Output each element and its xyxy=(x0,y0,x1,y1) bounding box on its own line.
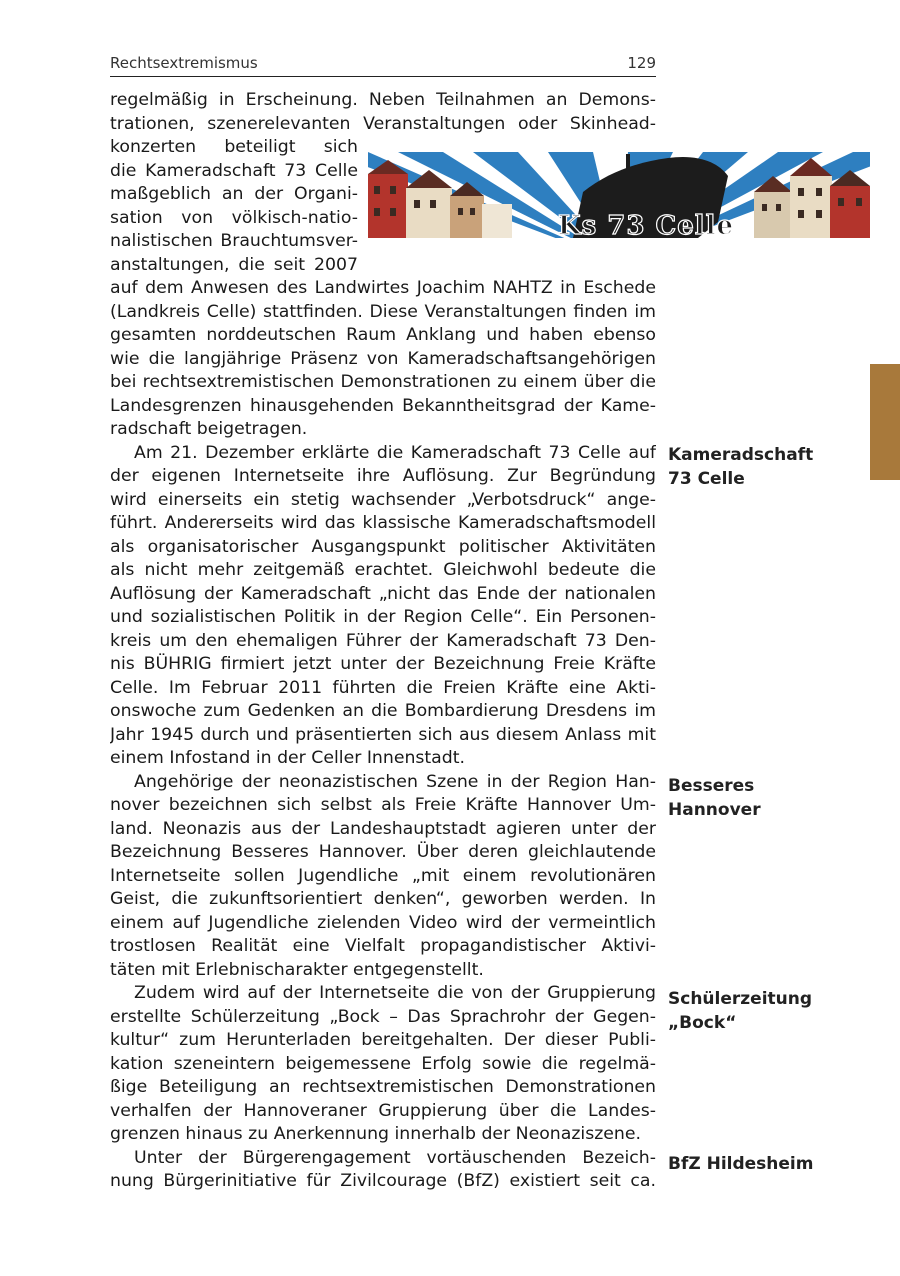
text-line: nung Bürgerinitiative für Zivilcourage (BfZ) existiert seit ca. xyxy=(110,1171,656,1191)
text-line: wie die langjährige Präsenz von Kameradschaftsangehörigen xyxy=(110,348,656,369)
text-line: grenzen hinaus zu Anerkennung innerhalb der Neonaziszene. xyxy=(110,1124,641,1144)
text-line: Auflösung der Kameradschaft „nicht das Ende der nationalen xyxy=(110,583,656,604)
text-line: Angehörige der neonazistischen Szene in der Region Han- xyxy=(134,771,656,792)
text-line: nalistischen Brauchtumsver- xyxy=(110,231,358,251)
text-line: die Kameradschaft 73 Celle xyxy=(110,160,358,181)
margin-note-line: Besseres xyxy=(668,776,755,796)
text-line: wird einerseits ein stetig wachsender „Verbotsdruck“ ange- xyxy=(110,489,656,510)
text-line: als organisatorischer Ausgangspunkt politischer Aktivitäten xyxy=(110,536,656,557)
text-line: radschaft beigetragen. xyxy=(110,419,308,439)
text-line: nover bezeichnen sich selbst als Freie Kräfte Hannover Um- xyxy=(110,795,656,815)
margin-note-line: „Bock“ xyxy=(668,1012,737,1033)
text-line: Jahr 1945 durch und präsentierten sich aus diesem Anlass mit xyxy=(110,724,656,745)
text-line: land. Neonazis aus der Landeshauptstadt agieren unter der xyxy=(110,818,656,839)
body-text xyxy=(110,89,656,1194)
text-line: trationen, szenerelevanten Veranstaltungen oder Skinhead- xyxy=(110,113,656,134)
text-line: kreis um den ehemaligen Führer der Kameradschaft 73 Den- xyxy=(110,630,656,651)
margin-note-line: Schülerzeitung xyxy=(668,989,813,1009)
text-line: führt. Andererseits wird das klassische Kameradschaftsmodell xyxy=(110,513,656,533)
text-line: gesamten norddeutschen Raum Anklang und haben ebenso xyxy=(110,325,656,345)
text-line: auf dem Anwesen des Landwirtes Joachim NAHTZ in Eschede xyxy=(110,278,656,298)
margin-note-besseres xyxy=(668,775,761,822)
text-line: Am 21. Dezember erklärte die Kameradschaft 73 Celle auf xyxy=(134,442,656,463)
margin-note-schuelerzeitung xyxy=(668,988,812,1035)
text-line: Zudem wird auf der Internetseite die von der Gruppierung xyxy=(134,983,656,1003)
text-line: Geist, die zukunftsorientiert denken“, geworben werden. In xyxy=(110,889,656,909)
text-line: als nicht mehr zeitgemäß erachtet. Gleichwohl bedeute die xyxy=(110,560,656,580)
text-line: der eigenen Internetseite ihre Auflösung. Zur Begründung xyxy=(110,466,656,486)
chapter-thumb-tab xyxy=(870,364,900,480)
text-line: kultur“ zum Herunterladen bereitgehalten. Der dieser Publi- xyxy=(110,1030,656,1050)
text-line: verhalfen der Hannoveraner Gruppierung über die Landes- xyxy=(110,1100,656,1121)
text-line: Bezeichnung Besseres Hannover. Über deren gleichlautende xyxy=(110,842,656,862)
text-line: Unter der Bürgerengagement vortäuschenden Bezeich- xyxy=(134,1147,656,1168)
text-line: bei rechtsextremistischen Demonstrationen zu einem über die xyxy=(110,372,656,392)
text-line: Internetseite sollen Jugendliche „mit einem revolutionären xyxy=(110,865,656,886)
text-line: Landesgrenzen hinausgehenden Bekanntheitsgrad der Kame- xyxy=(110,395,656,416)
margin-note-line: Kameradschaft xyxy=(668,445,814,465)
text-line: konzerten beteiligt sich xyxy=(110,137,358,157)
text-line: einem auf Jugendliche zielenden Video wird der vermeintlich xyxy=(110,912,656,933)
text-line: nis BÜHRIG firmiert jetzt unter der Bezeichnung Freie Kräfte xyxy=(110,654,656,674)
page-number: 129 xyxy=(627,54,656,72)
text-line: ßige Beteiligung an rechtsextremistischen Demonstrationen xyxy=(110,1077,656,1097)
margin-note-line: 73 Celle xyxy=(668,468,745,489)
text-line: onswoche zum Gedenken an die Bombardierung Dresdens im xyxy=(110,701,656,721)
section-title: Rechtsextremismus xyxy=(110,54,258,72)
margin-note-line: Hannover xyxy=(668,799,761,820)
text-line: Celle. Im Februar 2011 führten die Freien Kräfte eine Akti- xyxy=(110,677,656,698)
margin-note-line: BfZ Hildesheim xyxy=(668,1154,814,1174)
banner-title: Ks 73 Celle xyxy=(558,211,735,238)
text-line: (Landkreis Celle) stattfinden. Diese Veranstaltungen finden im xyxy=(110,301,656,322)
text-line: anstaltungen, die seit 2007 xyxy=(110,254,358,275)
text-line: einem Infostand in der Celler Innenstadt. xyxy=(110,748,466,768)
text-line: sation von völkisch-natio- xyxy=(110,207,358,228)
text-line: trostlosen Realität eine Vielfalt propagandistischer Aktivi- xyxy=(110,936,656,956)
text-line: erstellte Schülerzeitung „Bock – Das Sprachrohr der Gegen- xyxy=(110,1006,656,1027)
text-line: regelmäßig in Erscheinung. Neben Teilnahmen an Demons- xyxy=(110,90,656,110)
text-line: maßgeblich an der Organi- xyxy=(110,184,358,204)
margin-note-bfz xyxy=(668,1153,813,1177)
text-line: kation szeneintern beigemessene Erfolg sowie die regelmä- xyxy=(110,1053,656,1074)
text-line: täten mit Erlebnischarakter entgegenstellt. xyxy=(110,959,484,980)
text-line: und sozialistischen Politik in der Region Celle“. Ein Personen- xyxy=(110,607,656,627)
margin-note-kameradschaft xyxy=(668,444,813,491)
running-header xyxy=(110,52,656,77)
